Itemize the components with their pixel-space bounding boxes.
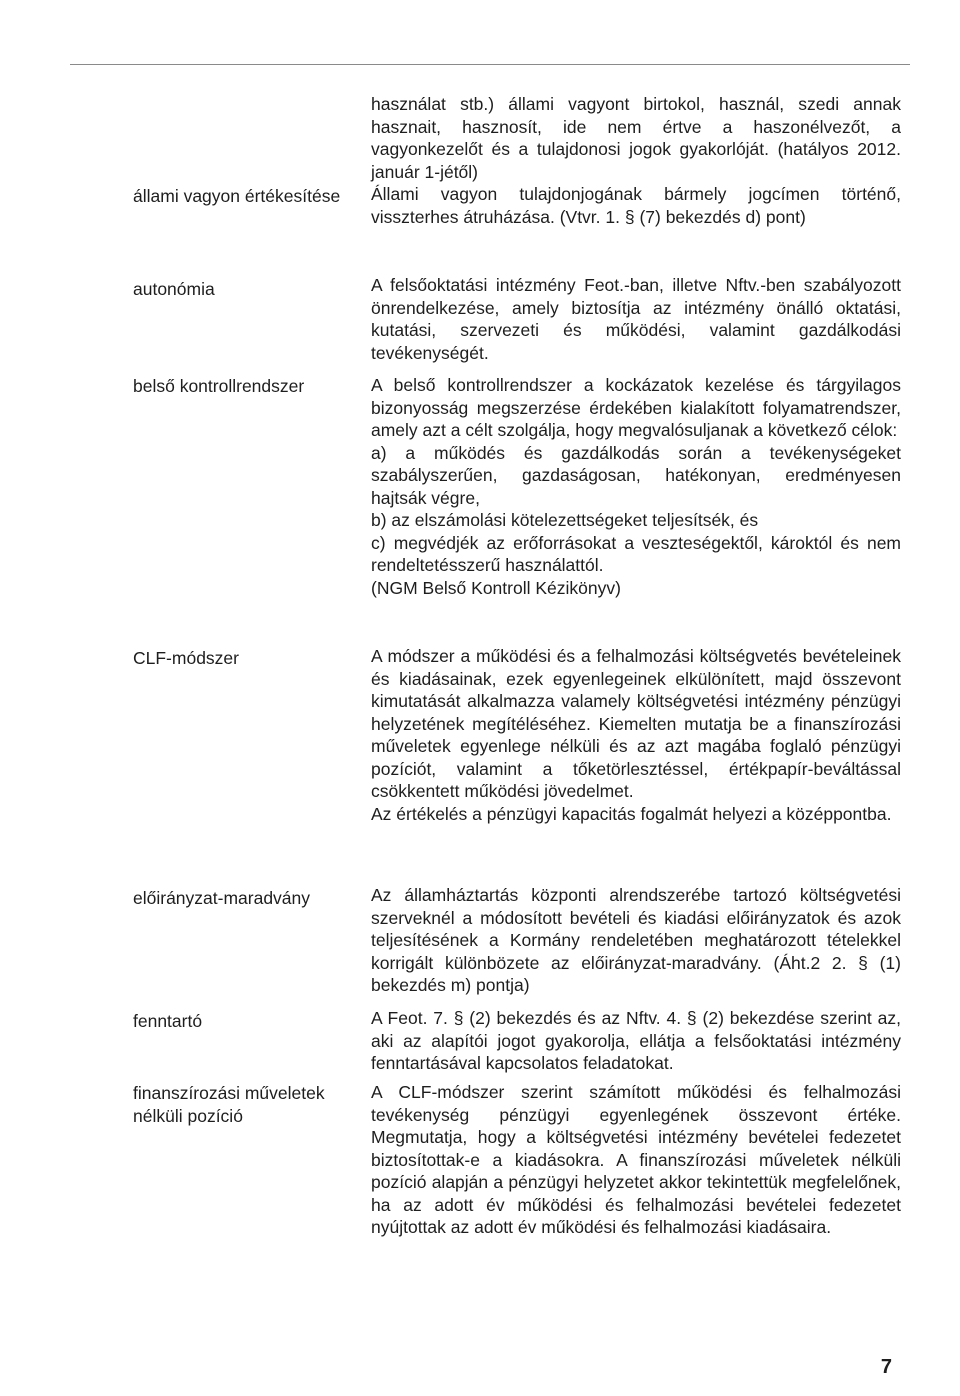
continuation-paragraph bbox=[371, 93, 901, 183]
page-number: 7 bbox=[880, 1356, 892, 1378]
definition-source: (NGM Belső Kontroll Kézikönyv) bbox=[371, 577, 621, 598]
definition-text: Az államháztartás központi alrendszerébe tartozó költségvetési szerveknél a módosított bevételi és kiadási előirányzatok és azok teljesítésének a Kormány rendeletében meghatározott tételekkel korrigált különbözete az előirányzat-maradvány. (Áht.2 2. § (1) bekezdés m) pontja) bbox=[371, 885, 901, 995]
glossary-definition bbox=[371, 183, 901, 228]
glossary-term: finanszírozási műveletek nélküli pozíció bbox=[133, 1083, 325, 1126]
definition-text: A Feot. 7. § (2) bekezdés és az Nftv. 4. § (2) bekezdése szerint az, aki az alapítói jogot gyakorolja, ellátja a felsőoktatási intézmény fenntartásával kapcsolatos feladatokat. bbox=[371, 1008, 901, 1073]
glossary-term: fenntartó bbox=[133, 1011, 203, 1031]
definition-text: A módszer a működési és a felhalmozási költségvetés bevételeinek és kiadásainak, ezek egyenlegeinek elkülönített, majd összevont kimutatását alkalmazza valamely költségvetési intézmény pénzügyi helyzetének megítéléséhez. Kiemelten mutatja be a finanszírozási műveletek egyenlege nélküli és az azt magába foglaló pénzügyi pozíciót, valamint a tőketörlesztéssel, értékpapír-beváltással csökkentett működési jövedelmet. bbox=[371, 646, 901, 801]
glossary-term: előirányzat-maradvány bbox=[133, 888, 311, 908]
continuation-text: használat stb.) állami vagyont birtokol, használ, szedi annak hasznait, hasznosít, ide nem értve a haszonélvezőt, a vagyonkezelőt és a tulajdonosi jogok gyakorlóját. (hatályos 2012. január 1-jétől) bbox=[371, 94, 901, 182]
glossary-definition bbox=[371, 884, 901, 997]
glossary-definition bbox=[371, 274, 901, 364]
glossary-term: CLF-módszer bbox=[133, 648, 239, 668]
definition-text: Állami vagyon tulajdonjogának bármely jogcímen történő, visszterhes átruházása. (Vtvr. 1. § (7) bekezdés d) pont) bbox=[371, 184, 901, 227]
header-rule bbox=[70, 64, 910, 65]
definition-text: c) megvédjék az erőforrásokat a veszteségektől, károktól és nem rendeltetésszerű használattól. bbox=[371, 532, 901, 575]
definition-text: A felsőoktatási intézmény Feot.-ban, illetve Nftv.-ben szabályozott önrendelkezése, amely biztosítja az intézmény önálló oktatási, kutatási, szervezeti és működési, valamint gazdálkodási tevékenységét. bbox=[371, 275, 901, 363]
definition-text: b) az elszámolási kötelezettségeket teljesítsék, és bbox=[371, 510, 759, 530]
glossary-term: autonómia bbox=[133, 279, 215, 299]
glossary-definition bbox=[371, 1081, 901, 1239]
definition-text: A belső kontrollrendszer a kockázatok kezelése és tárgyilagos bizonyosság megszerzése érdekében kialakított folyamatrendszer, amely azt a célt szolgálja, hogy megvalósuljanak a következő célok: bbox=[371, 375, 901, 440]
glossary-term: állami vagyon értékesítése bbox=[133, 186, 341, 206]
definition-text: Az értékelés a pénzügyi kapacitás fogalmát helyezi a középpontba. bbox=[371, 803, 892, 824]
glossary-term: belső kontrollrendszer bbox=[133, 376, 305, 396]
definition-text: a) a működés és gazdálkodás során a tevékenységeket szabályszerűen, gazdaságosan, hatékonyan, eredményesen hajtsák végre, bbox=[371, 442, 901, 508]
definition-text: A CLF-módszer szerint számított működési és felhalmozási tevékenység pénzügyi egyenlegének összevont értéke. Megmutatja, hogy a költségvetési intézmény bevételei fedezetet biztosítottak-e a kiadásokra. A finanszírozási műveletek nélküli pozíció alapján a pénzügyi helyzetet akkor tekintettük megfelelőnek, ha az adott év működési és felhalmozási bevételei fedezetet nyújtottak az adott év működési és felhalmozási kiadásaira. bbox=[371, 1082, 901, 1237]
glossary-definition bbox=[371, 1007, 901, 1075]
glossary-definition bbox=[371, 374, 901, 599]
glossary-definition bbox=[371, 645, 901, 825]
